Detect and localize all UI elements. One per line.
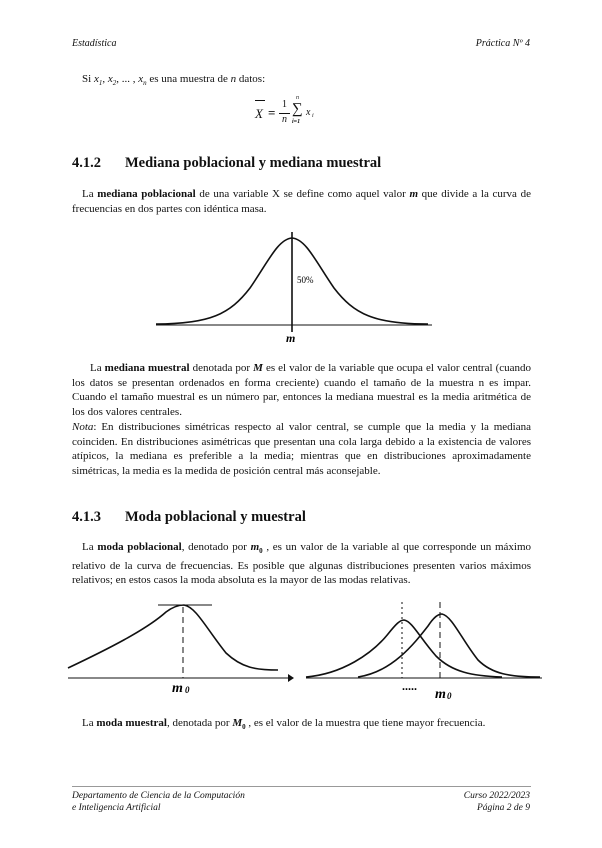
mode-right-sub: 0 [447, 691, 452, 701]
footer-left: Departamento de Ciencia de la Computación e Inteligencia Artificial [72, 791, 245, 813]
mode-left-sub: 0 [185, 685, 190, 695]
footer-divider [72, 786, 531, 787]
median-bell-figure [150, 228, 440, 348]
section-412-number: 4.1.2 [72, 155, 101, 171]
formula-denominator: n [282, 114, 287, 125]
mode-right-curve-b [358, 614, 540, 677]
median-note: Nota: En distribuciones simétricas respecto al valor central, se cumple que la media y la mediana coinciden. En distribuciones asimétricas que presentan una cola larga debido a la existencia de valores atípicos, la mediana es preferible a la media; mientras que en distribuciones aproximadamente simétricas, la media es la medida de posición central más aconsejable. [72, 421, 531, 477]
mode-right-curve-a [306, 620, 502, 677]
section-412-title: Mediana poblacional y mediana muestral [125, 155, 382, 171]
formula-sum-upper: n [296, 95, 299, 101]
mode-left-curve [68, 605, 278, 670]
mode-left-label: m [172, 681, 183, 696]
mode-sample-paragraph: La moda muestral, denotada por $M_0$ , es el valor de la muestra que tiene mayor frecuencia. [82, 717, 486, 732]
section-413-title: Moda poblacional y muestral [125, 509, 306, 525]
formula-term: x [306, 107, 311, 118]
median-50-label: 50% [297, 275, 314, 285]
median-sample-paragraph: La mediana muestral denotada por M es el valor de la variable que ocupa el valor central (cuando los datos se presentan ordenados en forma creciente) cuando el tamaño de la muestra n es impar. Cuando el tamaño muestral es un número par, entonces la mediana muestral es la media aritmética de los dos valores centrales. [72, 362, 531, 418]
mode-left-figure [66, 598, 298, 698]
mode-right-figure [302, 598, 542, 706]
median-population-paragraph: La mediana poblacional de una variable X se define como aquel valor m que divide a la curva de frecuencias en dos partes con idéntica masa. [72, 188, 531, 215]
mode-right-label: m [435, 687, 446, 702]
sum-icon: ∑ [292, 101, 303, 117]
formula-numerator: 1 [282, 99, 287, 110]
formula-lhs: X [255, 106, 263, 121]
intro-line: Si $x_1$, $x_2$, ... , $x_n$ es una muestra de n datos: [82, 73, 266, 88]
header-right: Práctica Nº 4 [475, 38, 530, 49]
page-number: Página 2 de 9 [476, 803, 530, 813]
section-413-number: 4.1.3 [72, 509, 101, 525]
mean-formula [255, 95, 325, 134]
median-m-label: m [286, 331, 296, 345]
formula-term-sub: i [312, 113, 314, 119]
formula-sum-lower: i=1 [292, 119, 301, 125]
footer-right: Curso 2022/2023 Página 2 de 9 [463, 791, 530, 813]
arrow-right-icon [288, 674, 294, 682]
mode-right-dots: ..... [402, 679, 417, 693]
header-left: Estadística [72, 38, 117, 49]
formula-equals: = [268, 105, 276, 120]
mode-population-paragraph: La moda poblacional, denotado por $m_0$ , es un valor de la variable al que corresponde un máximo relativo de la curva de frecuencias. Es posible que algunas distribuciones presenten varios máximos relativos; en estos casos la moda absoluta es la mayor de las modas relativas. [72, 541, 532, 587]
